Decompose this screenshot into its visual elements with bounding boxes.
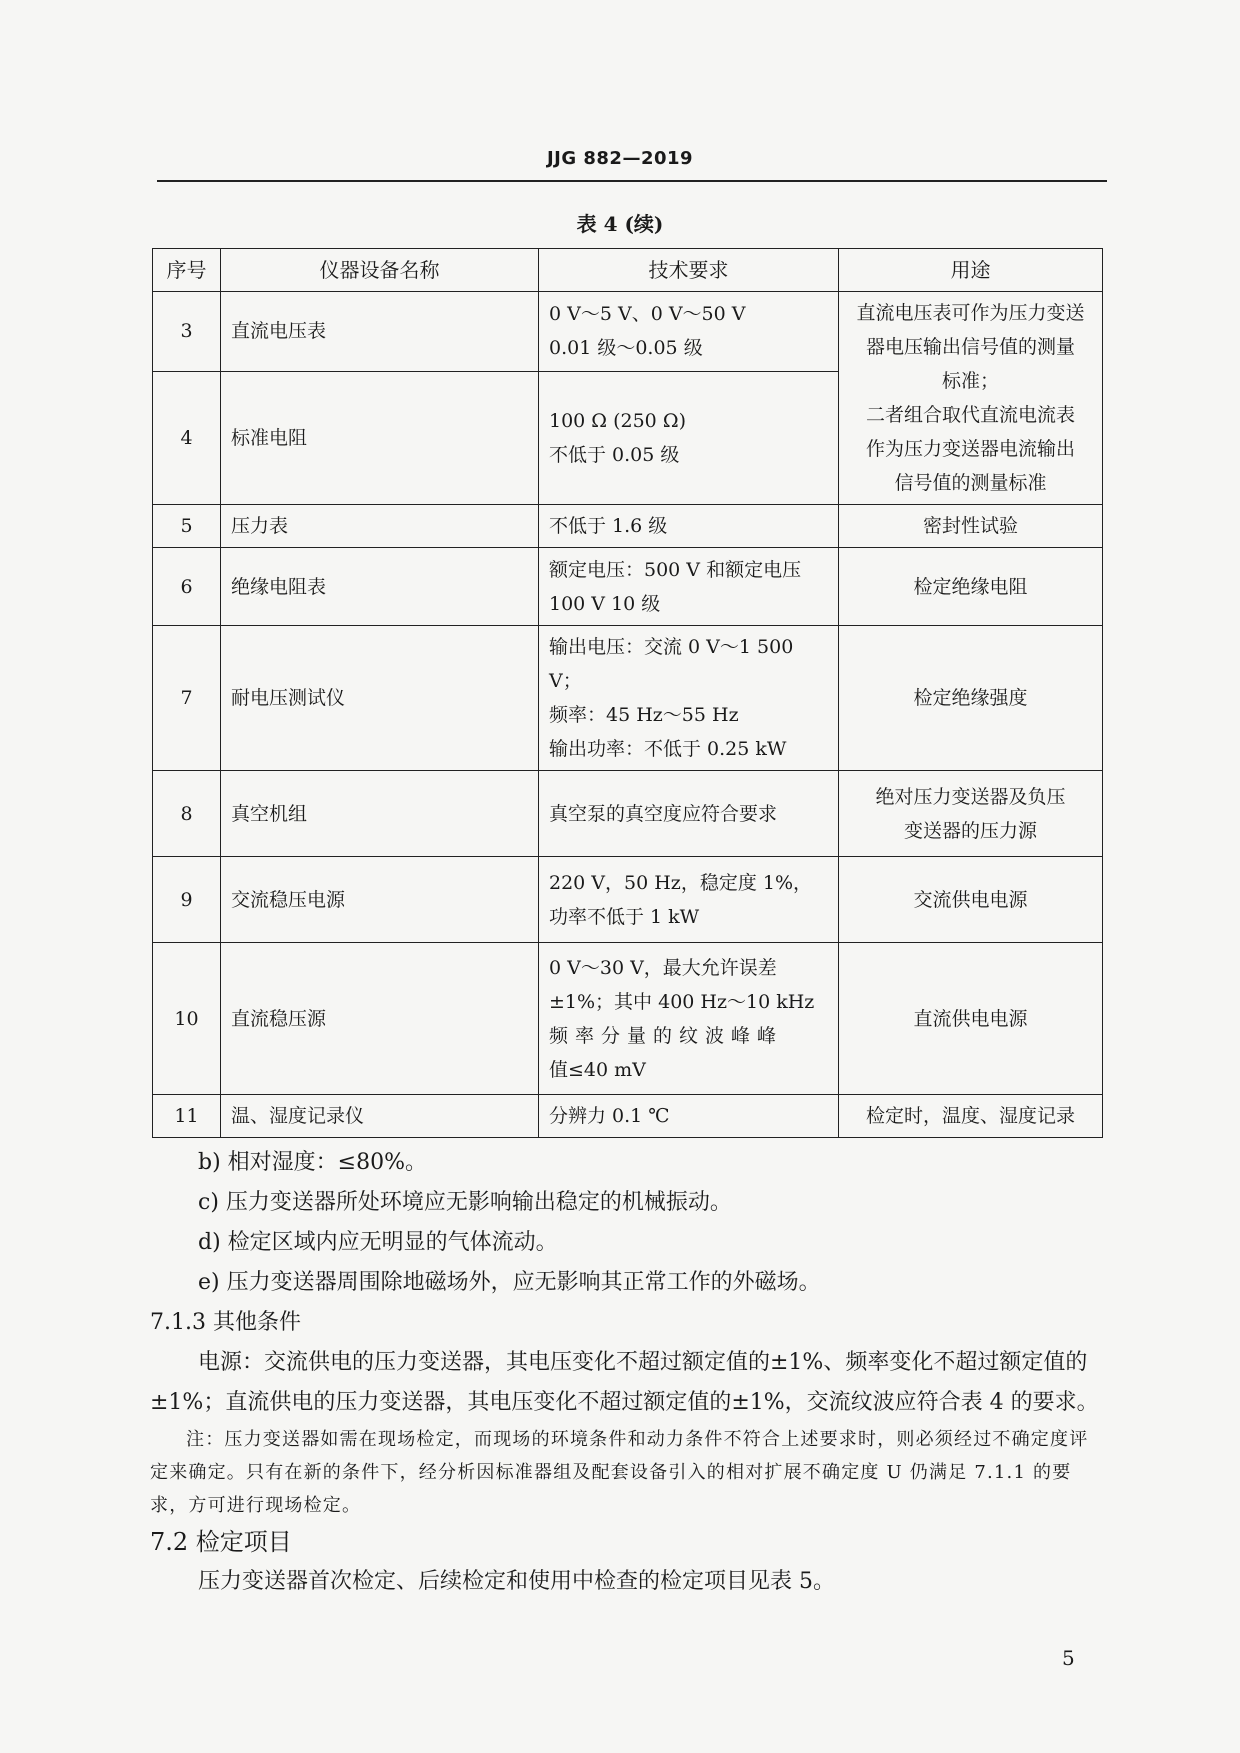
row-req [539,943,839,1095]
row-no: 8 [153,771,221,857]
req-line: 额定电压：500 V 和额定电压 [549,558,802,581]
row-use [839,505,1103,548]
section-7-1-3-title: 7.1.3 其他条件 [150,1310,301,1335]
row-name: 直流稳压源 [221,943,539,1095]
use-line: 直流电压表可作为压力变送 [856,302,1085,324]
row-no: 9 [153,857,221,943]
req-line: 频率分量的纹波峰峰 [549,1024,784,1047]
row-name: 直流电压表 [221,292,539,372]
use-line: 检定时，温度、湿度记录 [865,1105,1075,1127]
table-row [153,771,1103,857]
table-title: 表 4 (续) [576,212,664,236]
row-no: 11 [153,1095,221,1138]
req-line: 不低于 1.6 级 [549,515,668,537]
row-req [539,1095,839,1138]
table-row [153,943,1103,1095]
row-no: 10 [153,943,221,1095]
row-no: 7 [153,626,221,771]
item-d: d) 检定区域内应无明显的气体流动。 [198,1230,558,1255]
req-line: 100 Ω (250 Ω) [549,409,686,432]
page-number: 5 [1062,1646,1075,1670]
row-no: 4 [153,371,221,504]
col-header-no: 序号 [153,249,221,292]
section-7-2-title: 7.2 检定项目 [150,1528,292,1556]
col-header-req: 技术要求 [539,249,839,292]
body-text [150,1143,1100,1602]
row-req [539,505,839,548]
item-c: c) 压力变送器所处环境应无影响输出稳定的机械振动。 [198,1190,732,1215]
use-line: 密封性试验 [922,515,1018,537]
req-line: 频率：45 Hz～55 Hz [549,704,739,726]
header-rule [157,180,1107,182]
row-req [539,771,839,857]
req-line: 输出电压：交流 0 V～1 500 V； [549,636,794,692]
use-line: 变送器的压力源 [903,819,1037,842]
row-name: 耐电压测试仪 [221,626,539,771]
use-line: 交流供电电源 [913,888,1028,911]
table-row [153,857,1103,943]
table-row [153,292,1103,372]
req-line: 220 V，50 Hz，稳定度 1%， [549,871,813,894]
req-line: ±1%；其中 400 Hz～10 kHz [549,990,815,1013]
row-req [539,548,839,626]
row-no: 3 [153,292,221,372]
col-header-use: 用途 [839,249,1103,292]
row-no: 5 [153,505,221,548]
row-req [539,626,839,771]
table-row [153,626,1103,771]
use-line: 标准； [941,370,999,392]
req-line: 100 V 10 级 [549,592,661,615]
use-line: 信号值的测量标准 [894,472,1047,494]
row-req [539,371,839,504]
row-use-merged [839,292,1103,505]
row-name: 交流稳压电源 [221,857,539,943]
use-line: 器电压输出信号值的测量 [865,336,1075,358]
section-7-2-paragraph: 压力变送器首次检定、后续检定和使用中检查的检定项目见表 5。 [198,1569,835,1594]
item-e: e) 压力变送器周围除地磁场外，应无影响其正常工作的外磁场。 [198,1270,821,1295]
item-b: b) 相对湿度：≤80%。 [198,1150,427,1175]
table-row [153,548,1103,626]
req-line: 0.01 级～0.05 级 [549,337,703,360]
use-line: 绝对压力变送器及负压 [875,785,1066,808]
use-line: 直流供电电源 [913,1007,1028,1030]
row-name: 压力表 [221,505,539,548]
req-line: 输出功率：不低于 0.25 kW [549,738,787,760]
power-paragraph: 电源：交流供电的压力变送器，其电压变化不超过额定值的±1%、频率变化不超过额定值的±1%；直流供电的压力变送器，其电压变化不超过额定值的±1%，交流纹波应符合表 4 的要求。 [150,1350,1099,1415]
row-name: 标准电阻 [221,371,539,504]
table-row [153,505,1103,548]
use-line: 作为压力变送器电流输出 [865,438,1075,460]
req-line: 0 V～5 V、0 V～50 V [549,303,746,326]
use-line: 二者组合取代直流电流表 [865,404,1075,426]
table-header-row [153,249,1103,292]
use-line: 检定绝缘电阻 [913,575,1028,598]
row-use [839,771,1103,857]
row-use [839,548,1103,626]
table-row [153,1095,1103,1138]
row-name: 真空机组 [221,771,539,857]
req-line: 值≤40 mV [549,1058,646,1081]
row-use [839,943,1103,1095]
equipment-table [152,248,1103,1138]
req-line: 真空泵的真空度应符合要求 [549,802,778,825]
row-name: 绝缘电阻表 [221,548,539,626]
use-line: 检定绝缘强度 [913,687,1028,709]
row-no: 6 [153,548,221,626]
row-req [539,292,839,372]
req-line: 不低于 0.05 级 [549,443,680,466]
row-req [539,857,839,943]
row-use [839,626,1103,771]
req-line: 分辨力 0.1 ℃ [549,1105,670,1127]
standard-number: JJG 882—2019 [546,148,694,169]
row-name: 温、湿度记录仪 [221,1095,539,1138]
col-header-name: 仪器设备名称 [221,249,539,292]
note: 注：压力变送器如需在现场检定，而现场的环境条件和动力条件不符合上述要求时，则必须经过不确定度评定来确定。只有在新的条件下，经分析因标准器组及配套设备引入的相对扩展不确定度 U 仍满足 7.1.1 的要求，方可进行现场检定。 [150,1429,1089,1516]
row-use [839,857,1103,943]
req-line: 0 V～30 V，最大允许误差 [549,956,777,979]
row-use [839,1095,1103,1138]
req-line: 功率不低于 1 kW [549,905,700,928]
